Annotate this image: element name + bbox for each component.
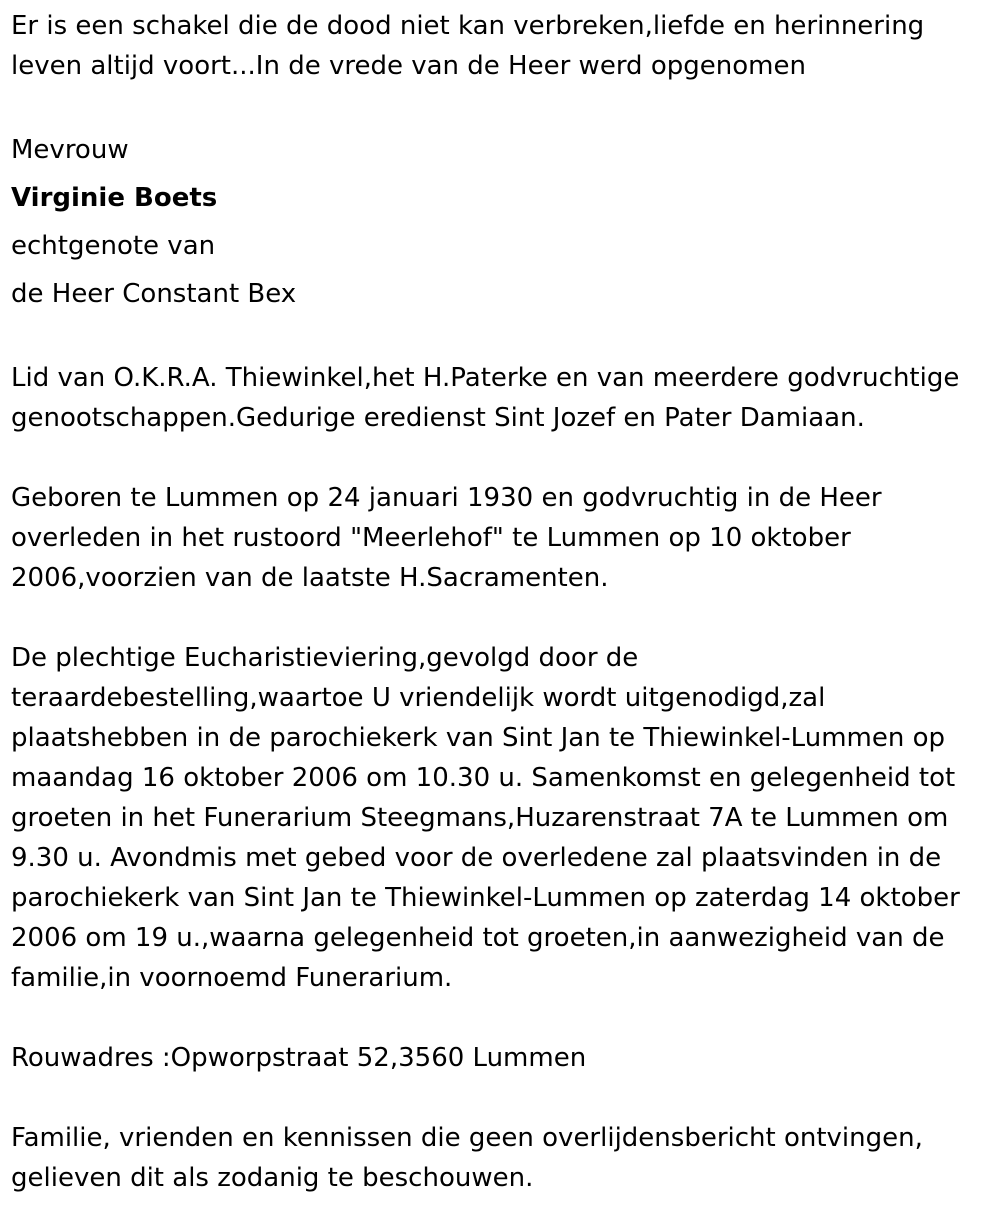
honorific: Mevrouw: [11, 135, 129, 165]
closing-text: Familie, vrienden en kennissen die geen overlijdensbericht ontvingen, gelieven dit als zodanig te beschouwen.: [11, 1123, 923, 1193]
funeral-details-text: De plechtige Eucharistieviering,gevolgd door de teraardebestelling,waartoe U vriendelijk wordt uitgenodigd,zal plaatshebben in de parochiekerk van Sint Jan te Thiewinkel-Lummen op maandag 16 oktober 2006 om 10.30 u. Samenkomst en gelegenheid tot groeten in het Funerarium Steegmans,Huzarenstraat 7A te Lummen om 9.30 u. Avondmis met gebed voor de overledene zal plaatsvinden in de parochiekerk van Sint Jan te Thiewinkel-Lummen op zaterdag 14 oktober 2006 om 19 u.,waarna gelegenheid tot groeten,in aanwezigheid van de familie,in voornoemd Funerarium.: [11, 643, 960, 993]
deceased-name: Virginie Boets: [11, 183, 218, 213]
spacer: [11, 598, 990, 638]
spacer: [11, 318, 990, 358]
intro-text: Er is een schakel die de dood niet kan verbreken,liefde en herinnering leven altijd voort...In de vrede van de Heer werd opgenomen: [11, 11, 925, 81]
spouse-name: de Heer Constant Bex: [11, 279, 297, 309]
spacer: [11, 86, 990, 126]
birth-death-text: Geboren te Lummen op 24 januari 1930 en godvruchtig in de Heer overleden in het rustoord "Meerlehof" te Lummen op 10 oktober 2006,voorzien van de laatste H.Sacramenten.: [11, 483, 882, 593]
mourning-address: Rouwadres :Opworpstraat 52,3560 Lummen: [11, 1043, 587, 1073]
spacer: [11, 1078, 990, 1118]
spacer: [11, 998, 990, 1038]
membership-text: Lid van O.K.R.A. Thiewinkel,het H.Paterke en van meerdere godvruchtige genootschappen.Gedurige eredienst Sint Jozef en Pater Damiaan.: [11, 363, 960, 433]
relation-text: echtgenote van: [11, 231, 216, 261]
spacer: [11, 438, 990, 478]
